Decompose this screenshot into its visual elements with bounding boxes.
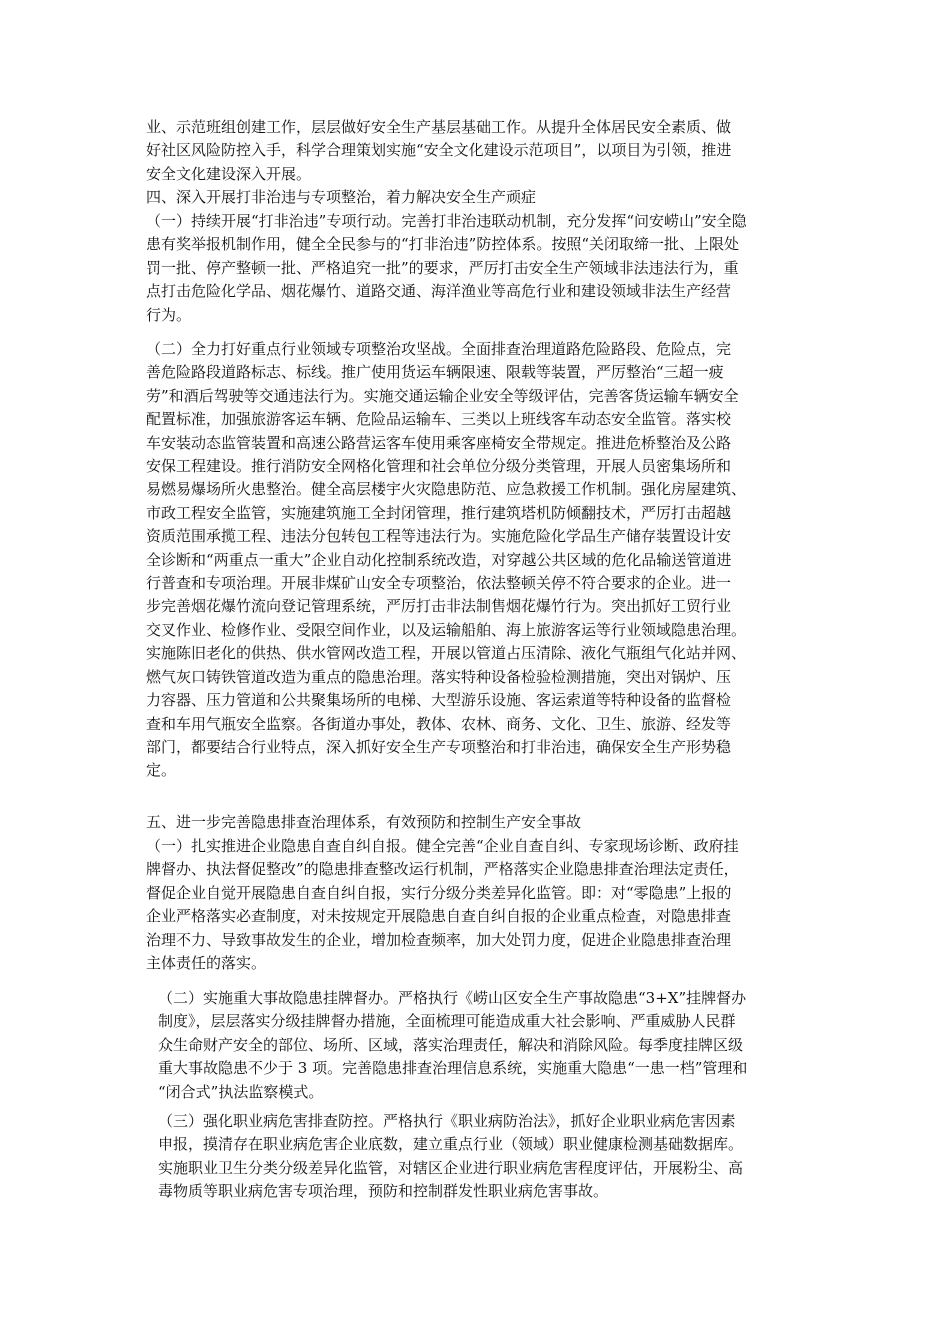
paragraph-4-2 xyxy=(146,338,832,783)
text-line: 治理不力、导致事故发生的企业，增加检查频率，加大处罚力度，促进企业隐患排查治理 xyxy=(146,930,732,949)
text-line: 查和车用气瓶安全监察。各街道办事处，教体、农林、商务、文化、卫生、旅游、经发等 xyxy=(146,714,732,733)
text-line: 制度》，层层落实分级挂牌督办措施，全面梳理可能造成重大社会影响、严重威胁人民群 xyxy=(158,1012,736,1031)
text-line: 定。 xyxy=(146,761,177,780)
text-line: 行为。 xyxy=(146,305,192,324)
text-line: 业、示范班组创建工作，层层做好安全生产基层基础工作。从提升全体居民安全素质、做 xyxy=(146,118,732,136)
text-line: 部门，都要结合行业特点，深入抓好安全生产专项整治和打非治违，确保安全生产形势稳 xyxy=(146,737,732,756)
paragraph-5-3 xyxy=(146,1110,844,1204)
text-line: 申报，摸清存在职业病危害企业底数，建立重点行业（领域）职业健康检测基础数据库。 xyxy=(158,1135,744,1154)
text-line: 安全文化建设深入开展。 xyxy=(146,164,312,183)
text-line: 点打击危险化学品、烟花爆竹、道路交通、海洋渔业等高危行业和建设领域非法生产经营 xyxy=(146,282,732,301)
text-line: 善危险路段道路标志、标线。推广使用货运车辆限速、限载等装置，严厉整治“三超一疲 xyxy=(146,363,724,382)
text-line: 牌督办、执法督促整改”的隐患排查整改运行机制，严格落实企业隐患排查治理法定责任， xyxy=(146,860,739,879)
text-line: 配置标准，加强旅游客运车辆、危险品运输车、三类以上班线客车动态安全监管。落实校 xyxy=(146,410,732,429)
text-line: （一）持续开展“打非治违”专项行动。完善打非治违联动机制，充分发挥“问安崂山”安全隐 xyxy=(146,212,747,230)
text-line: 劳”和酒后驾驶等交通违法行为。实施交通运输企业安全等级评估，完善客货运输车辆安全 xyxy=(146,386,739,405)
text-line: （三）强化职业病危害排查防控。严格执行《职业病防治法》，抓好企业职业病危害因素 xyxy=(158,1112,736,1130)
paragraph-4-1 xyxy=(146,210,832,327)
text-line: 众生命财产安全的部位、场所、区域，落实治理责任，解决和消除风险。每季度挂牌区级 xyxy=(158,1035,744,1054)
paragraph-safety-culture xyxy=(146,116,832,186)
text-line: 市政工程安全监管，实施建筑施工全封闭管理，推行建筑塔机防倾翻技术，严厉打击超越 xyxy=(146,503,732,522)
text-line: 好社区风险防控入手，科学合理策划实施“安全文化建设示范项目”，以项目为引领，推进 xyxy=(146,141,732,160)
paragraph-5-2 xyxy=(146,987,844,1104)
text-line: 交叉作业、检修作业、受限空间作业，以及运输船舶、海上旅游客运等行业领域隐患治理。 xyxy=(146,620,747,639)
text-line: 主体责任的落实。 xyxy=(146,954,267,973)
text-line: 易燃易爆场所火患整治。健全高层楼宇火灾隐患防范、应急救援工作机制。强化房屋建筑、 xyxy=(146,480,747,499)
text-line: 督促企业自觉开展隐患自查自纠自报，实行分级分类差异化监管。即：对“零隐患”上报的 xyxy=(146,883,732,902)
text-line: （二）全力打好重点行业领域专项整治攻坚战。全面排查治理道路危险路段、危险点，完 xyxy=(146,340,732,358)
text-line: 毒物质等职业病危害专项治理，预防和控制群发性职业病危害事故。 xyxy=(158,1182,609,1201)
heading-text: 四、深入开展打非治违与专项整治，着力解决安全生产顽症 xyxy=(146,188,537,206)
text-line: 力容器、压力管道和公共聚集场所的电梯、大型游乐设施、客运索道等特种设备的监督检 xyxy=(146,691,732,710)
text-line: 全诊断和“两重点一重大”企业自动化控制系统改造，对穿越公共区域的危化品输送管道进 xyxy=(146,550,732,569)
text-line: 燃气灰口铸铁管道改造为重点的隐患治理。落实特种设备检验检测措施，突出对锅炉、压 xyxy=(146,667,732,686)
text-line: 重大事故隐患不少于 3 项。完善隐患排查治理信息系统，实施重大隐患“一患一档”管理和 xyxy=(158,1059,748,1078)
text-line: 安保工程建设。推行消防安全网格化管理和社会单位分级分类管理，开展人员密集场所和 xyxy=(146,457,732,476)
text-line: 企业严格落实必查制度，对未按规定开展隐患自查自纠自报的企业重点检查，对隐患排查 xyxy=(146,907,732,926)
text-line: 实施职业卫生分类分级差异化监管，对辖区企业进行职业病危害程度评估，开展粉尘、高 xyxy=(158,1158,744,1177)
text-line: 行普查和专项治理。开展非煤矿山安全专项整治，依法整顿关停不符合要求的企业。进一 xyxy=(146,574,732,593)
text-line: 步完善烟花爆竹流向登记管理系统，严厉打击非法制售烟花爆竹行为。突出抓好工贸行业 xyxy=(146,597,732,616)
section-heading-4 xyxy=(146,186,832,209)
heading-text: 五、进一步完善隐患排查治理体系，有效预防和控制生产安全事故 xyxy=(146,813,582,831)
paragraph-5-1 xyxy=(146,835,832,975)
text-line: 车安装动态监管装置和高速公路营运客车使用乘客座椅安全带规定。推进危桥整治及公路 xyxy=(146,433,732,452)
section-heading-5 xyxy=(146,811,832,834)
text-line: 实施陈旧老化的供热、供水管网改造工程，开展以管道占压清除、液化气瓶组气化站并网、 xyxy=(146,644,747,663)
text-line: “闭合式”执法监察模式。 xyxy=(158,1082,324,1101)
text-line: （一）扎实推进企业隐患自查自纠自报。健全完善“企业自查自纠、专家现场诊断、政府挂 xyxy=(146,837,739,855)
text-line: （二）实施重大事故隐患挂牌督办。严格执行《崂山区安全生产事故隐患“3+X”挂牌督办 xyxy=(158,989,747,1007)
text-line: 患有奖举报机制作用，健全全民参与的“打非治违”防控体系。按照“关闭取缔一批、上限处 xyxy=(146,235,740,254)
text-line: 罚一批、停产整顿一批、严格追究一批”的要求，严厉打击安全生产领域非法违法行为，重 xyxy=(146,258,739,277)
text-line: 资质范围承揽工程、违法分包转包工程等违法行为。实施危险化学品生产储存装置设计安 xyxy=(146,527,732,546)
